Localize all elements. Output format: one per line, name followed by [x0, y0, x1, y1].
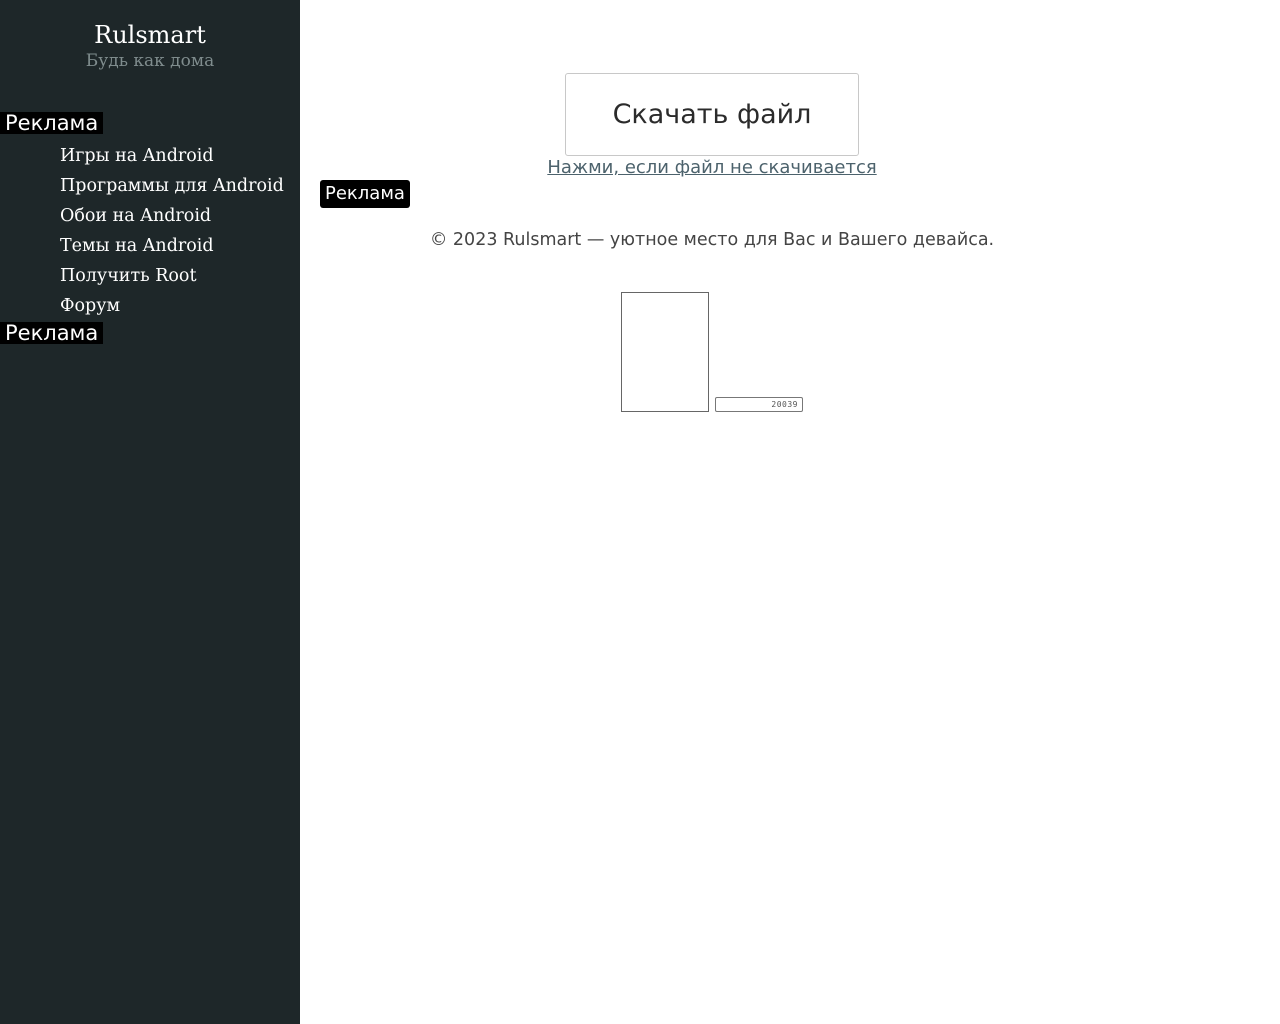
download-file-button[interactable]: Скачать файл	[565, 73, 859, 156]
site-title[interactable]: Rulsmart	[94, 21, 206, 49]
nav-item-programs[interactable]: Программы для Android	[60, 176, 284, 196]
fallback-download-link[interactable]: Нажми, если файл не скачивается	[547, 157, 877, 178]
sidebar	[0, 0, 300, 1024]
visit-counter[interactable]: 20039	[715, 397, 803, 412]
nav-item-forum[interactable]: Форум	[60, 296, 121, 316]
nav-item-root[interactable]: Получить Root	[60, 266, 197, 286]
fallback-download-link-row	[0, 156, 1280, 180]
sidebar-ad-label-bottom: Реклама	[0, 322, 103, 344]
ad-frame	[621, 292, 709, 412]
sidebar-ad-label-top: Реклама	[0, 112, 103, 134]
footer-copyright: © 2023 Rulsmart — уютное место для Вас и Вашего девайса.	[429, 230, 995, 250]
nav-item-themes[interactable]: Темы на Android	[60, 236, 214, 256]
main-ad-label: Реклама	[320, 180, 410, 208]
nav-item-games[interactable]: Игры на Android	[60, 146, 214, 166]
nav-item-wallpapers[interactable]: Обои на Android	[60, 206, 212, 226]
site-tagline: Будь как дома	[85, 51, 215, 71]
